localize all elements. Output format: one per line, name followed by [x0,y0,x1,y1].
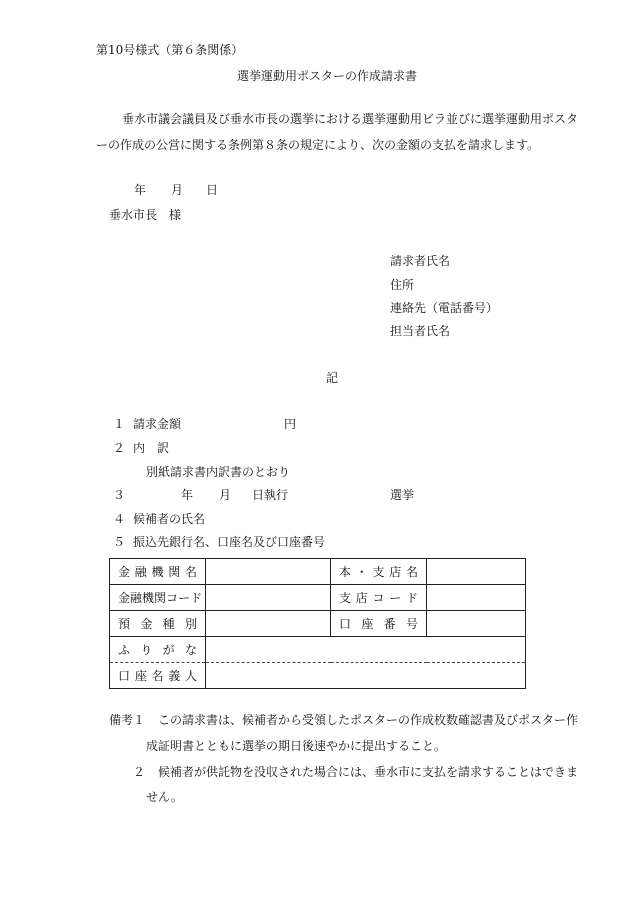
bank-code-value-cell[interactable] [206,585,331,611]
item-3-year: 年 [181,488,194,502]
deposit-type-value-cell[interactable] [206,611,331,637]
person-in-charge-label: 担当者氏名 [390,324,451,338]
bank-account-table [109,558,526,689]
item-3-execution-day: 日執行 [252,488,289,502]
notes-label: 備考１ [109,713,146,727]
requester-address-label: 住所 [390,278,415,292]
date-year: 年 [134,183,147,197]
furigana-label: ふ り が な [118,642,197,657]
branch-name-value-cell[interactable] [427,559,526,585]
body-text-line-1: 垂水市議会議員及び垂水市長の選挙における選挙運動用ビラ並びに選挙運動用ポスタ [122,112,579,126]
account-holder-value-cell[interactable] [206,663,526,689]
addressee: 垂水市長 様 [109,208,182,222]
requester-name-label: 請求者氏名 [390,254,451,268]
branch-code-value-cell[interactable] [427,585,526,611]
table-row [110,585,526,611]
note-1-line-2: 成証明書とともに選挙の期日後速やかに提出すること。 [146,739,447,753]
furigana-value-cell[interactable] [206,637,526,663]
account-number-value-cell[interactable] [427,611,526,637]
table-row [110,559,526,585]
item-2-number: ２ [113,441,126,455]
bank-code-label-cell [110,585,206,611]
date-month: 月 [171,183,184,197]
account-holder-label-cell [110,663,206,689]
bank-name-value-cell[interactable] [206,559,331,585]
item-1-number: １ [113,417,126,431]
item-4-number: ４ [113,512,126,526]
table-row [110,663,526,689]
requester-contact-label: 連絡先（電話番号） [390,301,499,315]
account-number-label-cell [331,611,427,637]
branch-name-label: 本 ・ 支 店 名 [339,564,418,579]
date-day: 日 [206,183,219,197]
item-3-election: 選挙 [390,488,415,502]
account-holder-label: 口 座 名 義 人 [118,668,197,683]
form-number: 第10号様式（第６条関係） [96,43,244,57]
ki-heading: 記 [326,371,339,385]
item-1-label: 請求金額 [133,417,182,431]
item-2-label: 内 訳 [133,441,170,455]
deposit-type-label-cell [110,611,206,637]
item-5-number: ５ [113,535,126,549]
item-3-month: 月 [219,488,232,502]
table-row [110,611,526,637]
bank-name-label-cell [110,559,206,585]
bank-code-label: 金 融 機 関 コ ー ド [118,590,203,605]
bank-name-label: 金 融 機 関 名 [118,564,197,579]
document-title: 選挙運動用ポスターの作成請求書 [237,69,418,83]
item-2-detail: 別紙請求書内訳書のとおり [146,465,291,479]
branch-code-label: 支 店 コ ー ド [339,590,418,605]
deposit-type-label: 預 金 種 別 [118,616,197,631]
branch-code-label-cell [331,585,427,611]
furigana-label-cell [110,637,206,663]
item-3-number: ３ [113,488,126,502]
note-2-line-1: 候補者が供託物を没収された場合には、垂水市に支払を請求することはできま [158,765,579,779]
item-5-label: 振込先銀行名、口座名及び口座番号 [133,535,326,549]
account-number-label: 口 座 番 号 [339,616,418,631]
note-1-line-1: この請求書は、候補者から受領したポスターの作成枚数確認書及びポスター作 [158,713,579,727]
item-4-label: 候補者の氏名 [133,512,206,526]
body-text-line-2: ーの作成の公営に関する条例第８条の規定により、次の金額の支払を請求します。 [96,138,540,152]
note-2-number: ２ [133,765,146,779]
branch-name-label-cell [331,559,427,585]
item-1-unit: 円 [284,417,297,431]
table-row [110,637,526,663]
note-2-line-2: せん。 [146,790,183,804]
